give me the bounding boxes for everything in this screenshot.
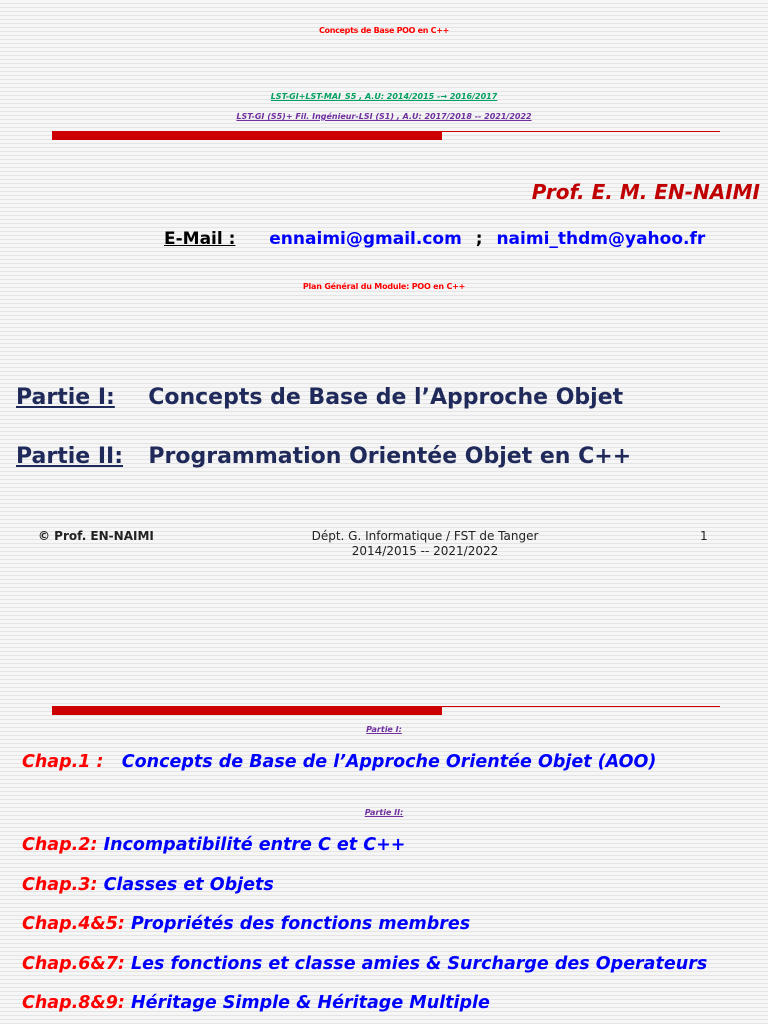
slide-title: Concepts de Base POO en C++ (318, 26, 450, 35)
email-line (164, 229, 705, 249)
subtitle-line-2: LST-GI (S5)+ Fil. Ingénieur-LSI (S1) , A.U: 2017/2018 -- 2021/2022 (236, 112, 532, 121)
footer-department-line-1: Dépt. G. Informatique / FST de Tanger (311, 529, 539, 543)
chapter-6-7 (22, 954, 707, 974)
chapter-2-text: Incompatibilité entre C et C++ (103, 835, 406, 855)
plan-title: Plan Général du Module: POO en C++ (302, 282, 466, 291)
divider-thick (52, 132, 442, 140)
chapter-1-label: Chap.1 : (22, 752, 104, 772)
chapter-1 (22, 752, 656, 772)
footer-department-line-2: 2014/2015 -- 2021/2022 (351, 544, 499, 558)
partie-2-text: Programmation Orientée Objet en C++ (148, 444, 632, 469)
email-address-2[interactable]: naimi_thdm@yahoo.fr (496, 229, 706, 249)
part-2-header: Partie II: (364, 808, 404, 817)
footer-copyright: © Prof. EN-NAIMI (38, 529, 154, 543)
divider-thick-2 (52, 707, 442, 715)
chapter-4-5-label: Chap.4&5: (22, 914, 125, 934)
footer-department (250, 529, 600, 559)
chapter-3 (22, 875, 274, 895)
chapter-3-label: Chap.3: (22, 875, 98, 895)
subtitle-line-1: LST-GI+LST-MAI_S5 , A.U: 2014/2015 -→ 2016/2017 (270, 92, 498, 101)
chapter-6-7-label: Chap.6&7: (22, 954, 125, 974)
partie-2-label: Partie II: (16, 444, 124, 469)
partie-1 (16, 385, 623, 410)
chapter-8-9 (22, 993, 490, 1013)
email-address-1[interactable]: ennaimi@gmail.com (269, 229, 462, 249)
partie-1-text: Concepts de Base de l’Approche Objet (148, 385, 624, 410)
chapter-6-7-text: Les fonctions et classe amies & Surcharge des Operateurs (131, 954, 708, 974)
professor-name: Prof. E. M. EN-NAIMI (531, 180, 760, 204)
chapter-2-label: Chap.2: (22, 835, 98, 855)
part-1-header: Partie I: (366, 725, 402, 734)
partie-2 (16, 444, 631, 469)
chapter-2 (22, 835, 405, 855)
chapter-1-text: Concepts de Base de l’Approche Orientée Objet (AOO) (121, 752, 657, 772)
email-label: E-Mail : (164, 229, 236, 249)
chapter-3-text: Classes et Objets (103, 875, 274, 895)
partie-1-label: Partie I: (16, 385, 115, 410)
footer-page-number: 1 (700, 529, 708, 543)
chapter-4-5-text: Propriétés des fonctions membres (131, 914, 471, 934)
chapter-8-9-label: Chap.8&9: (22, 993, 125, 1013)
chapter-4-5 (22, 914, 470, 934)
email-separator: ; (475, 229, 483, 249)
chapter-8-9-text: Héritage Simple & Héritage Multiple (131, 993, 490, 1013)
